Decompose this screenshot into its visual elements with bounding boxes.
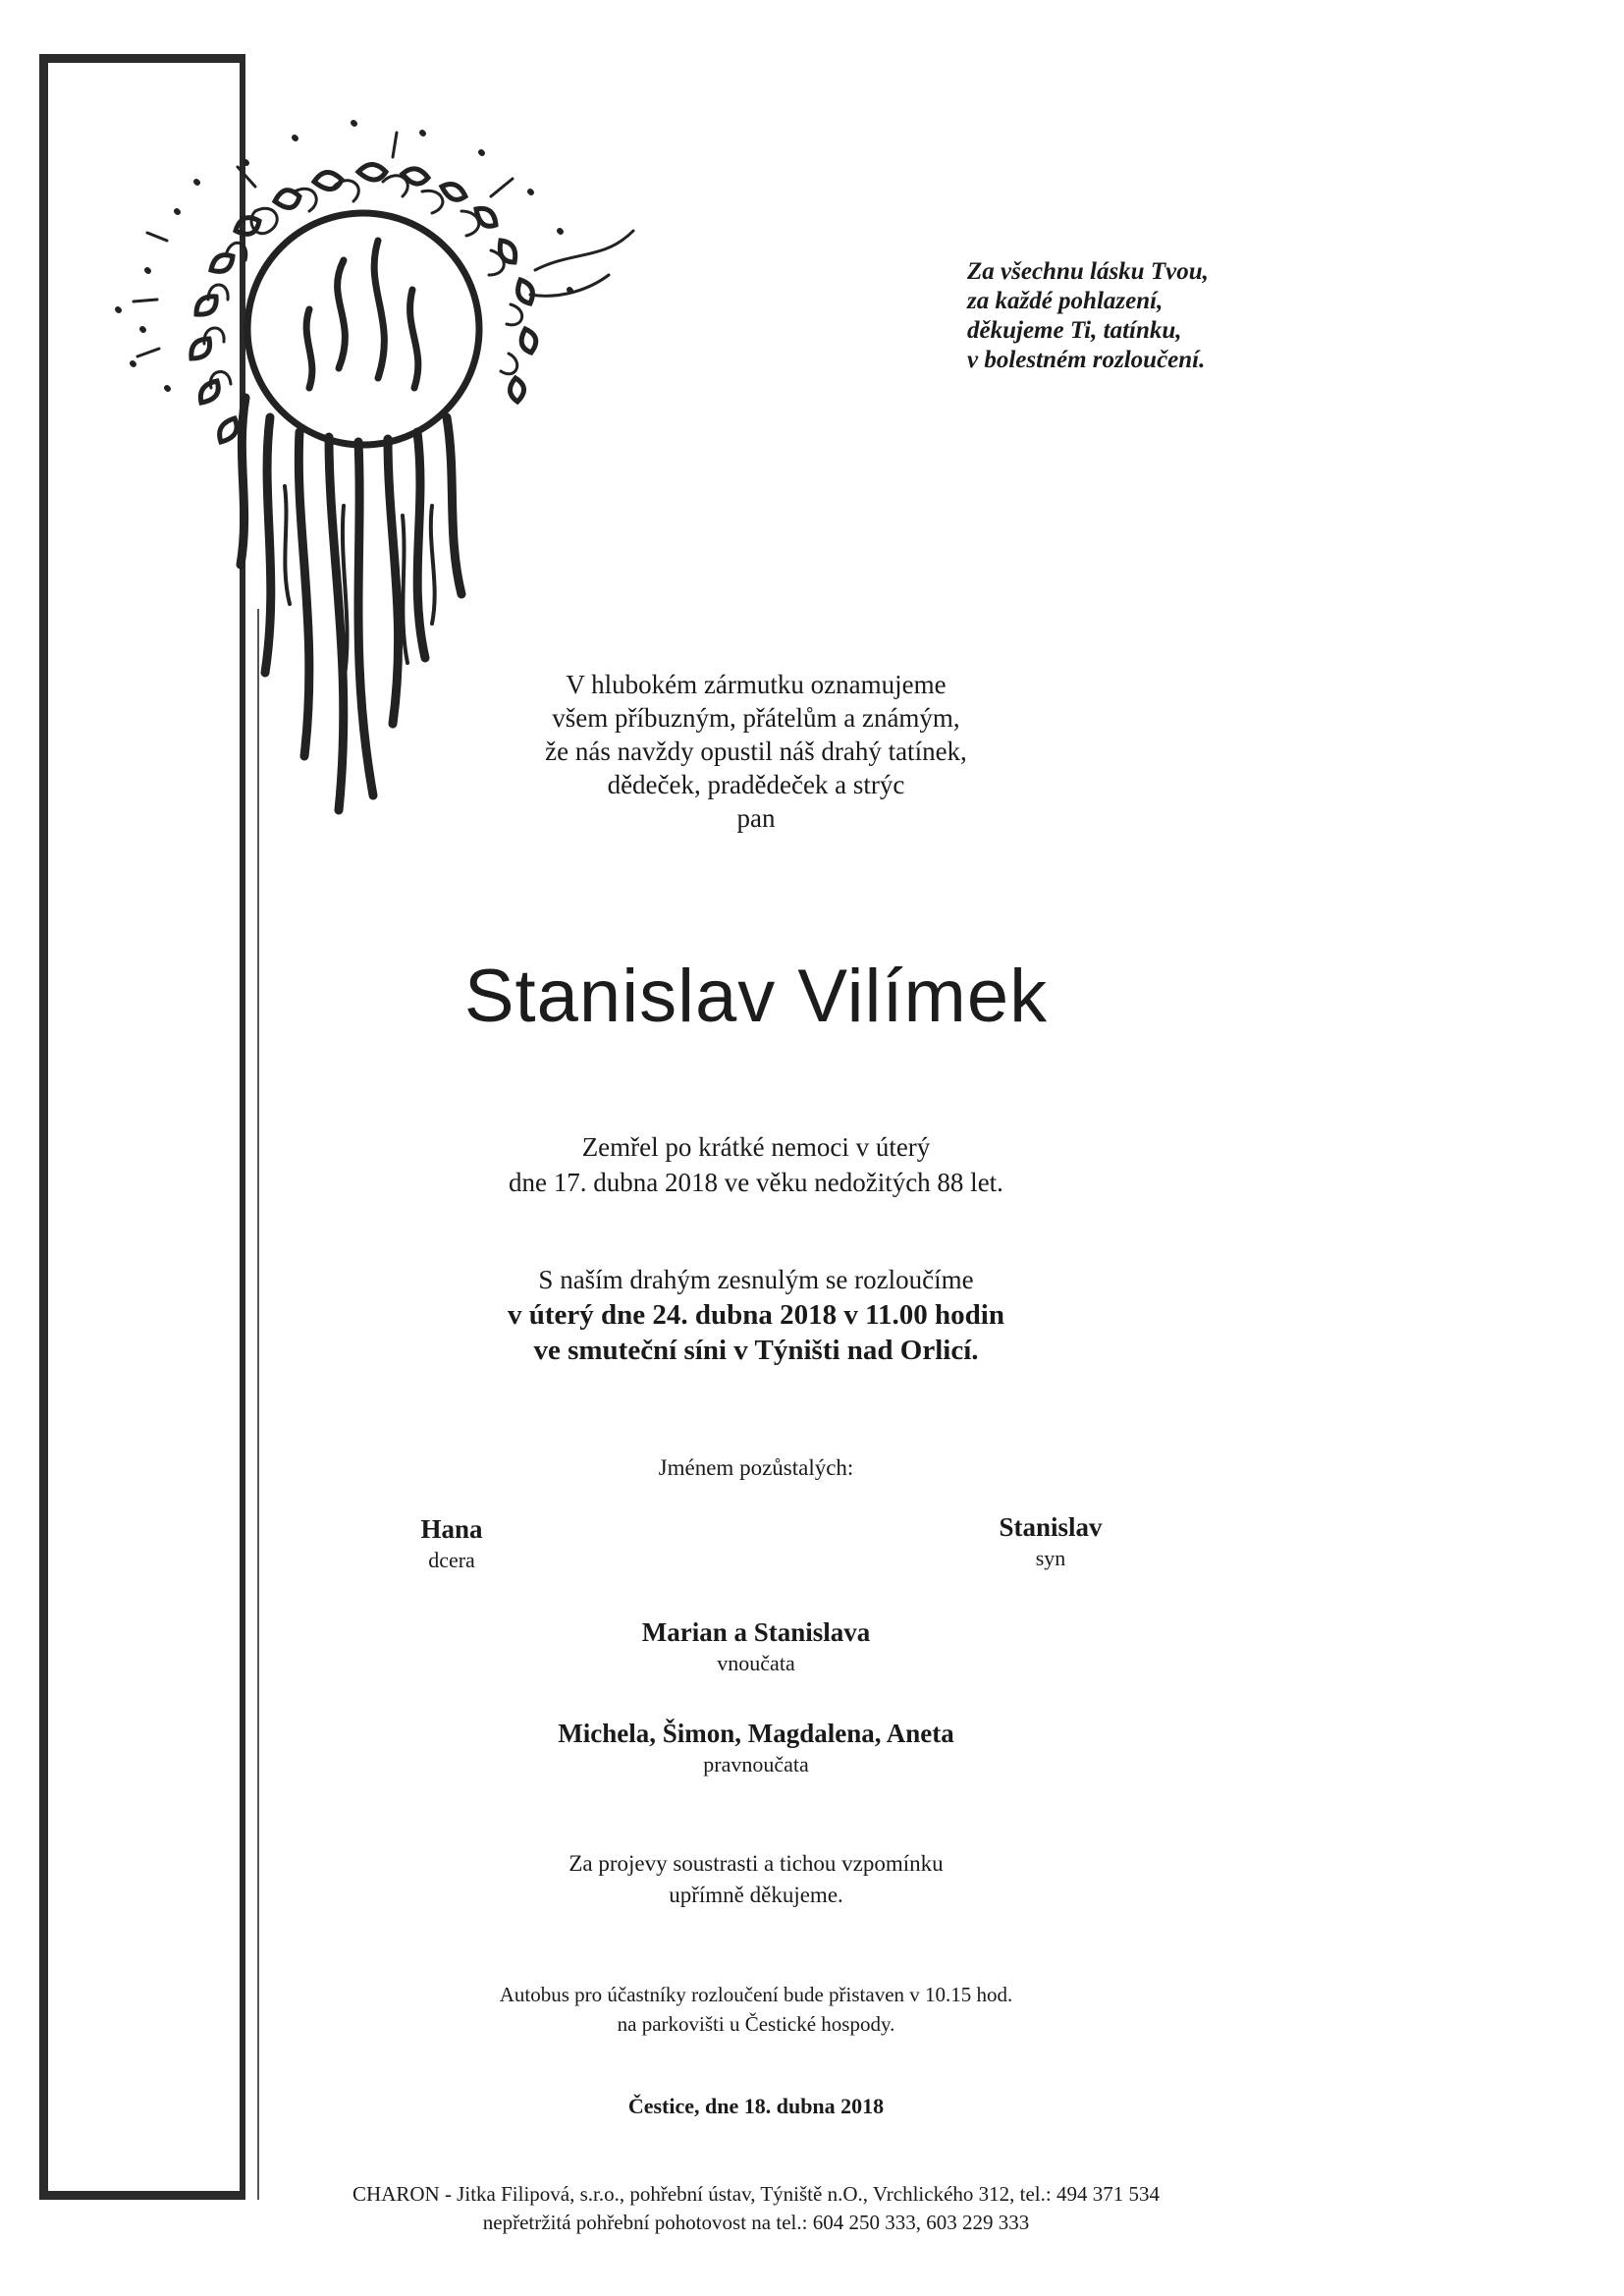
- ceremony-info: [265, 1262, 1247, 1368]
- death-line: dne 17. dubna 2018 ve věku nedožitých 88 let.: [509, 1168, 1003, 1197]
- bus-notice: [265, 1980, 1247, 2039]
- intro-line: dědeček, pradědeček a strýc: [607, 770, 905, 799]
- intro-line: V hlubokém zármutku oznamujeme: [566, 670, 947, 699]
- survivor-role: vnoučata: [717, 1651, 795, 1675]
- thanks-note: [265, 1848, 1247, 1911]
- intro-line: že nás navždy opustil náš drahý tatínek,: [545, 737, 967, 766]
- survivor-name: Marian a Stanislava: [641, 1617, 871, 1647]
- survivor-name: Michela, Šimon, Magdalena, Aneta: [558, 1719, 954, 1748]
- deceased-name: Stanislav Vilímek: [463, 955, 1049, 1038]
- thanks-line: Za projevy soustrasti a tichou vzpomínku: [568, 1851, 944, 1876]
- bus-line: na parkovišti u Čestické hospody.: [617, 2012, 895, 2036]
- survivor-role: pravnoučata: [703, 1752, 809, 1777]
- death-line: Zemřel po krátké nemoci v úterý: [581, 1132, 931, 1162]
- motto-line: děkujeme Ti, tatínku,: [967, 317, 1182, 344]
- survivors-label: Jménem pozůstalých:: [658, 1455, 854, 1480]
- thanks-line: upřímně děkujeme.: [669, 1883, 843, 1907]
- bus-line: Autobus pro účastníky rozloučení bude přistaven v 10.15 hod.: [499, 1983, 1013, 2006]
- funeral-service-footer: [265, 2180, 1247, 2237]
- motto-line: Za všechnu lásku Tvou,: [967, 258, 1209, 285]
- motto-line: v bolestném rozloučení.: [967, 347, 1206, 373]
- ceremony-intro: S naším drahým zesnulým se rozloučíme: [538, 1265, 974, 1294]
- survivor-name: Hana: [420, 1514, 483, 1544]
- death-notice: [265, 1129, 1247, 1200]
- ceremony-datetime: v úterý dne 24. dubna 2018 v 11.00 hodin: [507, 1299, 1004, 1331]
- survivor-name: Stanislav: [999, 1512, 1103, 1542]
- motto-verse: [967, 257, 1262, 375]
- survivor-role: syn: [1035, 1546, 1066, 1570]
- intro-line: pan: [736, 803, 776, 833]
- footer-line: CHARON - Jitka Filipová, s.r.o., pohřební ústav, Týniště n.O., Vrchlického 312, tel.: 494 371 534: [352, 2182, 1160, 2206]
- motto-line: za každé pohlazení,: [967, 288, 1164, 314]
- intro-line: všem příbuzným, přátelům a známým,: [552, 703, 960, 733]
- survivor-grandchildren: [265, 1615, 1247, 1678]
- announcement-intro: [265, 668, 1247, 835]
- place-date: Čestice, dne 18. dubna 2018: [627, 2094, 885, 2118]
- survivor-greatgrandchildren: [265, 1717, 1247, 1779]
- survivor-role: dcera: [428, 1548, 475, 1572]
- survivor-daughter: [353, 1512, 550, 1575]
- footer-line: nepřetržitá pohřební pohotovost na tel.: 604 250 333, 603 229 333: [482, 2211, 1030, 2234]
- ceremony-place: ve smuteční síni v Týništi nad Orlicí.: [533, 1335, 979, 1366]
- survivor-son: [952, 1510, 1149, 1573]
